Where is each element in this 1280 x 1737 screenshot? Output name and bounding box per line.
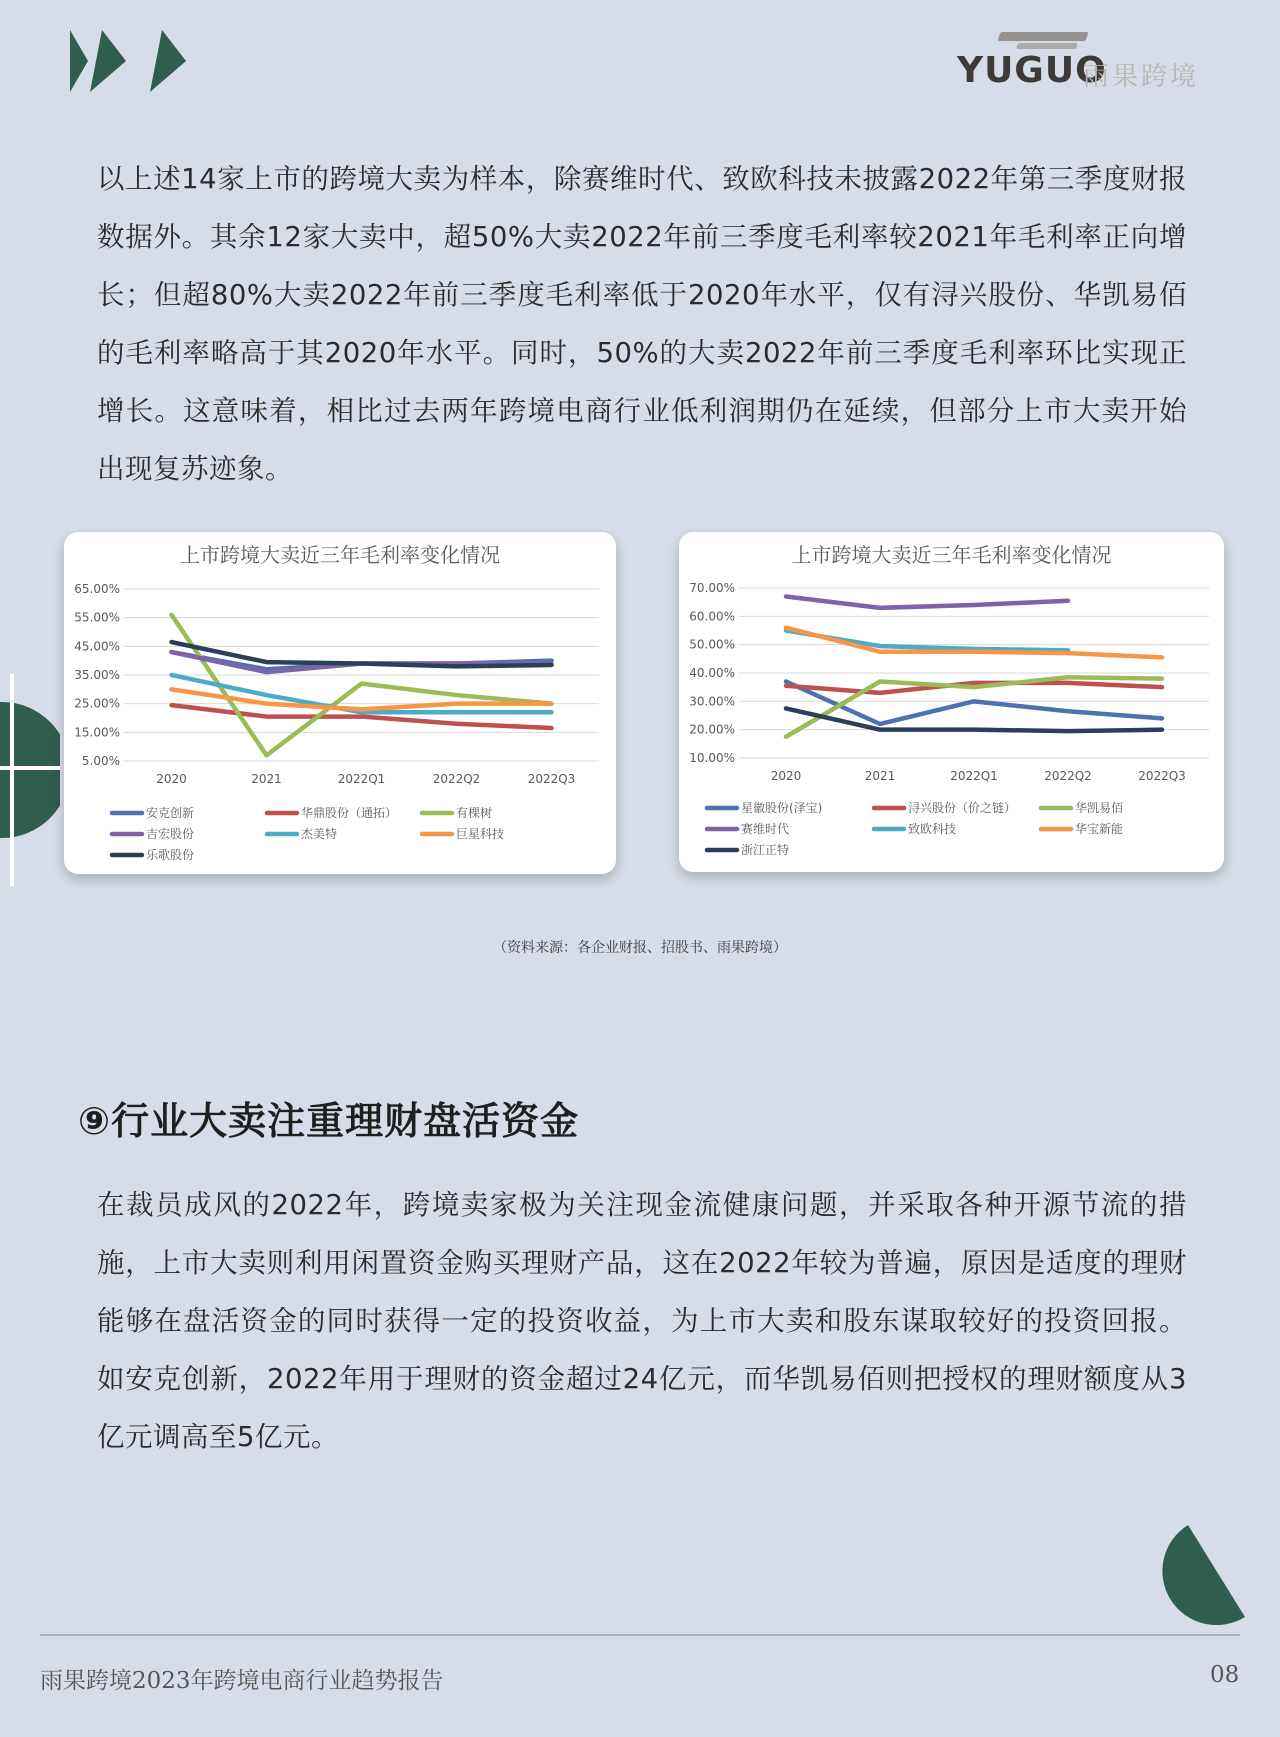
chart2-legend-label: 赛维时代 xyxy=(741,822,790,836)
chart1-legend-label: 杰美特 xyxy=(301,827,338,841)
chart1-legend-label: 安克创新 xyxy=(146,806,195,820)
chart2-series-line-7 xyxy=(786,708,1162,731)
chart-card-1 xyxy=(64,532,616,874)
section-heading: ⑨行业大卖注重理财盘活资金 xyxy=(78,1099,580,1143)
margin-chart-1 xyxy=(64,532,616,874)
chart1-y-tick-label: 25.00% xyxy=(74,696,120,711)
chart2-legend-label: 致欧科技 xyxy=(908,822,957,836)
chart2-y-tick-label: 50.00% xyxy=(689,637,735,652)
chart2-x-tick-label: 2022Q2 xyxy=(1044,769,1092,783)
chart2-x-tick-label: 2020 xyxy=(770,769,802,783)
chart2-legend-label: 华凯易佰 xyxy=(1075,801,1124,815)
chart1-x-tick-label: 2022Q1 xyxy=(337,772,386,786)
chart1-y-tick-label: 45.00% xyxy=(74,639,120,654)
chart2-x-tick-label: 2022Q3 xyxy=(1138,769,1186,783)
margin-chart-2 xyxy=(679,532,1224,872)
chart2-y-tick-label: 70.00% xyxy=(689,581,735,595)
chart2-x-tick-label: 2022Q1 xyxy=(950,769,998,783)
chart1-x-tick-label: 2020 xyxy=(156,772,187,786)
footer-report-title: 雨果跨境2023年跨境电商行业趋势报告 xyxy=(40,1668,444,1694)
chart2-y-tick-label: 60.00% xyxy=(689,609,735,624)
chart2-legend-label: 浔兴股份（价之链） xyxy=(908,801,1017,815)
chart2-legend-label: 浙江正特 xyxy=(741,843,790,857)
intro-paragraph: 以上述14家上市的跨境大卖为样本，除赛维时代、致欧科技未披露2022年第三季度财报数据外。其余12家大卖中，超50%大卖2022年前三季度毛利率较2021年毛利率正向增长；但超80%大卖2022年前三季度毛利率低于2020年水平，仅有浔兴股份、华凯易佰的毛利率略高于其2020年水平。同时，50%的大卖2022年前三季度毛利率环比实现正增长。这意味着，相比过去两年跨境电商行业低利润期仍在延续，但部分上市大卖开始出现复苏迹象。 xyxy=(97,163,1187,485)
chart1-title: 上市跨境大卖近三年毛利率变化情况 xyxy=(180,543,500,567)
chart1-legend-label: 有棵树 xyxy=(456,806,493,820)
chart2-y-tick-label: 30.00% xyxy=(689,694,735,709)
chart2-x-tick-label: 2021 xyxy=(864,769,896,783)
chart1-x-tick-label: 2021 xyxy=(251,772,282,786)
logo-text-en: YUGUO xyxy=(957,50,1107,91)
chart1-y-tick-label: 15.00% xyxy=(74,725,120,740)
footer-divider xyxy=(40,1634,1240,1636)
chart2-legend-label: 星徽股份(泽宝) xyxy=(741,801,823,815)
chart2-legend-label: 华宝新能 xyxy=(1075,822,1124,836)
chart1-x-tick-label: 2022Q2 xyxy=(432,772,481,786)
chart1-y-tick-label: 35.00% xyxy=(74,668,120,682)
chart2-y-tick-label: 40.00% xyxy=(689,666,735,680)
source-note: （资料来源：各企业财报、招股书、雨果跨境） xyxy=(493,940,787,956)
chart2-series-line-4 xyxy=(786,597,1068,608)
brand-logo xyxy=(955,28,1235,92)
chart1-y-tick-label: 55.00% xyxy=(74,610,120,625)
chart-card-2 xyxy=(679,532,1224,872)
chart1-legend-label: 吉宏股份 xyxy=(146,827,195,841)
left-semicircle-decoration xyxy=(0,670,60,890)
chart1-legend-label: 乐歌股份 xyxy=(146,848,195,862)
chart1-y-tick-label: 5.00% xyxy=(81,754,120,768)
chart1-x-tick-label: 2022Q3 xyxy=(527,772,576,786)
chart1-series-line-5 xyxy=(172,675,552,712)
quarter-circle-decoration xyxy=(1150,1525,1250,1625)
header-arrows-icon xyxy=(70,30,200,92)
page-number: 08 xyxy=(1210,1662,1240,1688)
chart2-series-line-6 xyxy=(786,628,1162,658)
chart1-y-tick-label: 65.00% xyxy=(74,582,120,596)
chart2-y-tick-label: 10.00% xyxy=(689,751,735,765)
finance-paragraph: 在裁员成风的2022年，跨境卖家极为关注现金流健康问题，并采取各种开源节流的措施，上市大卖则利用闲置资金购买理财产品，这在2022年较为普遍，原因是适度的理财能够在盘活资金的同时获得一定的投资收益，为上市大卖和股东谋取较好的投资回报。如安克创新，2022年用于理财的资金超过24亿元，而华凯易佰则把授权的理财额度从3亿元调高至5亿元。 xyxy=(97,1189,1187,1453)
chart1-legend-label: 巨星科技 xyxy=(456,827,505,841)
logo-text-cn: 雨果跨境 xyxy=(1083,62,1200,92)
chart1-legend-label: 华鼎股份（通拓） xyxy=(301,806,398,820)
chart2-y-tick-label: 20.00% xyxy=(689,722,735,737)
chart2-title: 上市跨境大卖近三年毛利率变化情况 xyxy=(791,543,1112,567)
